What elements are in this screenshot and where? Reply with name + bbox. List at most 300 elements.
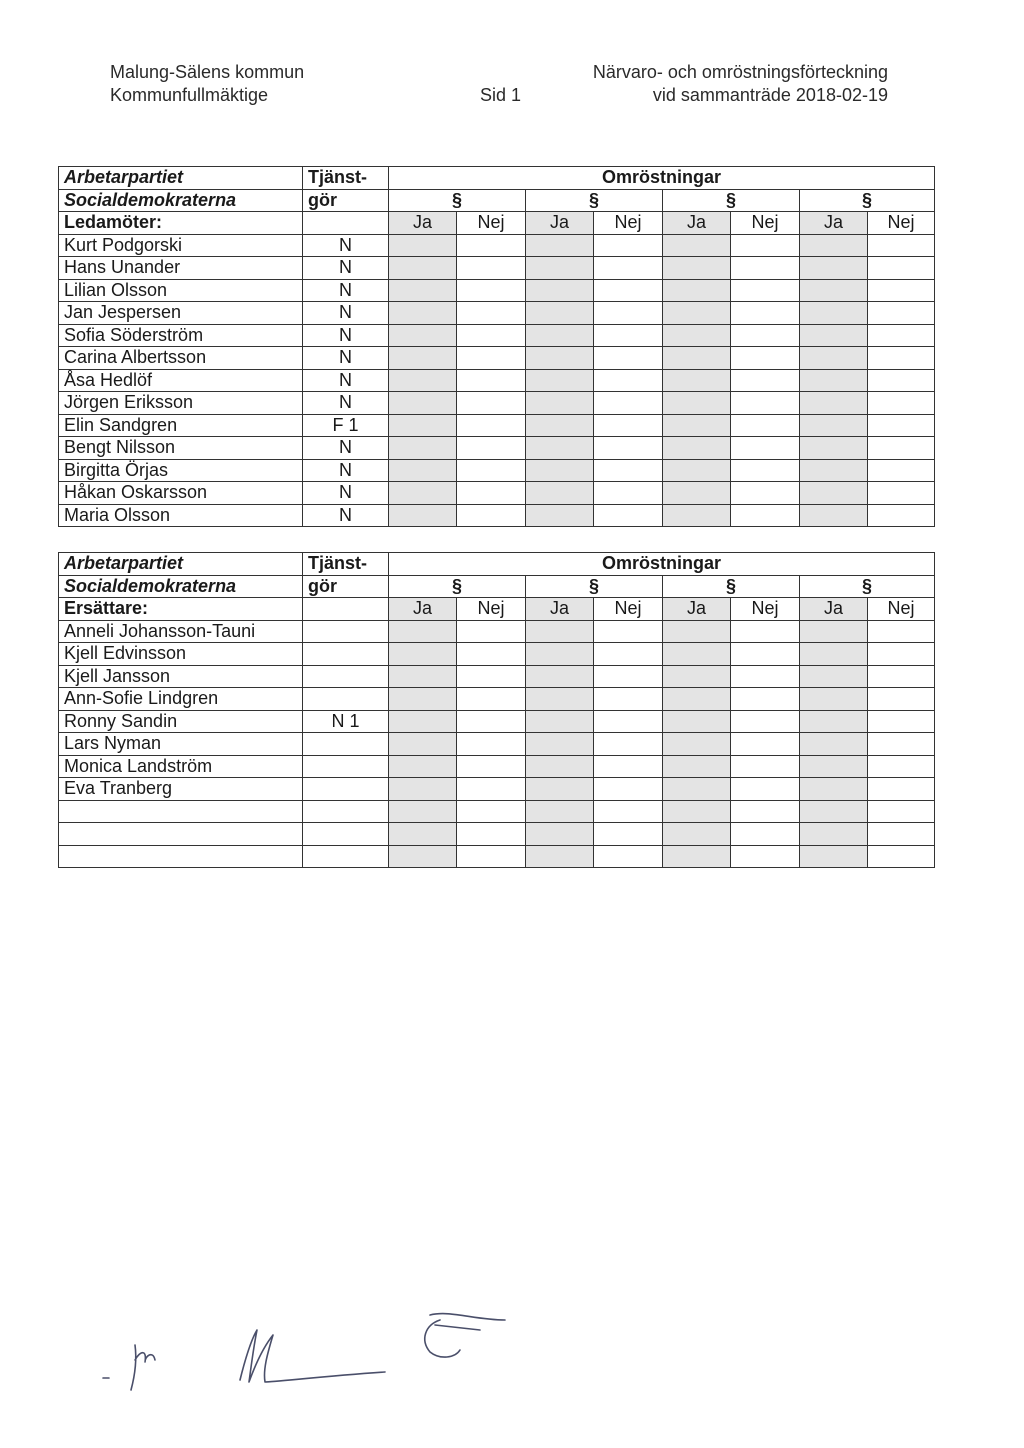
table-header-row	[59, 575, 935, 598]
nej-vote-cell	[868, 710, 935, 733]
role-label: Ersättare:	[59, 598, 303, 621]
nej-vote-cell	[868, 778, 935, 801]
member-name: Lilian Olsson	[59, 279, 303, 302]
votes-title: Omröstningar	[389, 553, 935, 576]
table-row	[59, 369, 935, 392]
ja-vote-cell	[389, 392, 457, 415]
ja-vote-cell	[389, 324, 457, 347]
ja-vote-cell	[389, 823, 457, 846]
header-left	[110, 61, 304, 107]
member-name: Jan Jespersen	[59, 302, 303, 325]
ja-vote-cell	[389, 778, 457, 801]
nej-vote-cell	[457, 459, 526, 482]
nej-vote-cell	[594, 845, 663, 868]
ja-vote-cell	[389, 800, 457, 823]
nej-vote-cell	[731, 710, 800, 733]
section-mark: §	[663, 575, 800, 598]
nej-vote-cell	[594, 800, 663, 823]
ja-header: Ja	[663, 598, 731, 621]
nej-vote-cell	[731, 347, 800, 370]
ja-vote-cell	[800, 302, 868, 325]
nej-vote-cell	[868, 347, 935, 370]
ja-vote-cell	[526, 279, 594, 302]
table-row	[59, 459, 935, 482]
nej-vote-cell	[731, 755, 800, 778]
tjanst-value	[303, 800, 389, 823]
ja-vote-cell	[389, 688, 457, 711]
nej-vote-cell	[457, 778, 526, 801]
nej-vote-cell	[868, 302, 935, 325]
nej-vote-cell	[868, 482, 935, 505]
ja-vote-cell	[800, 392, 868, 415]
table-row	[59, 733, 935, 756]
nej-vote-cell	[868, 823, 935, 846]
table-row	[59, 324, 935, 347]
page-number: Sid 1	[480, 85, 522, 105]
ja-vote-cell	[663, 459, 731, 482]
tjanst-value: N	[303, 347, 389, 370]
ja-vote-cell	[389, 643, 457, 666]
tjanst-value: N	[303, 482, 389, 505]
table-row	[59, 234, 935, 257]
ja-vote-cell	[526, 482, 594, 505]
nej-vote-cell	[731, 414, 800, 437]
ja-vote-cell	[663, 234, 731, 257]
ja-header: Ja	[389, 598, 457, 621]
member-name: Anneli Johansson-Tauni	[59, 620, 303, 643]
table-row	[59, 347, 935, 370]
ja-vote-cell	[800, 504, 868, 527]
nej-vote-cell	[594, 369, 663, 392]
nej-vote-cell	[731, 369, 800, 392]
table-row	[59, 620, 935, 643]
nej-vote-cell	[731, 482, 800, 505]
ja-vote-cell	[663, 733, 731, 756]
substitutes-vote-table	[58, 552, 935, 868]
nej-header: Nej	[457, 598, 526, 621]
ja-header: Ja	[389, 212, 457, 235]
ja-vote-cell	[800, 823, 868, 846]
ja-vote-cell	[389, 482, 457, 505]
nej-vote-cell	[731, 688, 800, 711]
ja-vote-cell	[663, 823, 731, 846]
ja-vote-cell	[663, 845, 731, 868]
ja-vote-cell	[526, 234, 594, 257]
table-row	[59, 504, 935, 527]
ja-vote-cell	[800, 688, 868, 711]
ja-vote-cell	[389, 665, 457, 688]
section-mark: §	[800, 189, 935, 212]
table-row	[59, 823, 935, 846]
nej-vote-cell	[594, 279, 663, 302]
nej-vote-cell	[457, 257, 526, 280]
tjanst-header-line2: gör	[303, 189, 389, 212]
member-name: Ann-Sofie Lindgren	[59, 688, 303, 711]
member-name: Elin Sandgren	[59, 414, 303, 437]
member-name: Jörgen Eriksson	[59, 392, 303, 415]
table-row	[59, 392, 935, 415]
tjanst-value	[303, 643, 389, 666]
ja-vote-cell	[526, 733, 594, 756]
ja-vote-cell	[800, 234, 868, 257]
ja-vote-cell	[800, 414, 868, 437]
nej-vote-cell	[594, 437, 663, 460]
tjanst-value	[303, 845, 389, 868]
nej-vote-cell	[457, 823, 526, 846]
nej-vote-cell	[868, 414, 935, 437]
ja-vote-cell	[800, 845, 868, 868]
nej-vote-cell	[457, 733, 526, 756]
nej-vote-cell	[457, 347, 526, 370]
section-mark: §	[526, 575, 663, 598]
ja-vote-cell	[663, 369, 731, 392]
ja-vote-cell	[389, 414, 457, 437]
section-mark: §	[389, 189, 526, 212]
municipality-name: Malung-Sälens kommun	[110, 62, 305, 82]
ja-vote-cell	[663, 800, 731, 823]
ja-header: Ja	[800, 598, 868, 621]
nej-vote-cell	[731, 620, 800, 643]
nej-vote-cell	[868, 643, 935, 666]
ja-header: Ja	[800, 212, 868, 235]
votes-title: Omröstningar	[389, 167, 935, 190]
nej-vote-cell	[594, 504, 663, 527]
nej-vote-cell	[457, 643, 526, 666]
council-name: Kommunfullmäktige	[110, 85, 269, 105]
nej-vote-cell	[868, 257, 935, 280]
table-row	[59, 755, 935, 778]
member-name: Håkan Oskarsson	[59, 482, 303, 505]
table-header-row	[59, 553, 935, 576]
nej-vote-cell	[594, 733, 663, 756]
nej-vote-cell	[594, 778, 663, 801]
tjanst-value: N	[303, 279, 389, 302]
nej-vote-cell	[594, 234, 663, 257]
nej-header: Nej	[457, 212, 526, 235]
table-row	[59, 665, 935, 688]
tjanst-header: Tjänst-	[303, 553, 389, 576]
ja-vote-cell	[800, 665, 868, 688]
document-title: Närvaro- och omröstningsförteckning	[592, 62, 888, 82]
nej-vote-cell	[868, 755, 935, 778]
ja-vote-cell	[526, 755, 594, 778]
ja-vote-cell	[663, 755, 731, 778]
ja-vote-cell	[526, 324, 594, 347]
ja-vote-cell	[526, 302, 594, 325]
ja-vote-cell	[389, 234, 457, 257]
ja-vote-cell	[800, 369, 868, 392]
table-row	[59, 688, 935, 711]
table-header-row	[59, 212, 935, 235]
nej-vote-cell	[457, 710, 526, 733]
nej-vote-cell	[868, 324, 935, 347]
tjanst-value: F 1	[303, 414, 389, 437]
ja-vote-cell	[800, 324, 868, 347]
nej-vote-cell	[594, 459, 663, 482]
nej-vote-cell	[594, 482, 663, 505]
ja-vote-cell	[389, 845, 457, 868]
table-header-row	[59, 189, 935, 212]
nej-vote-cell	[594, 823, 663, 846]
ja-vote-cell	[800, 643, 868, 666]
ja-vote-cell	[526, 688, 594, 711]
table-row	[59, 778, 935, 801]
ja-vote-cell	[526, 504, 594, 527]
nej-vote-cell	[457, 504, 526, 527]
ja-vote-cell	[800, 257, 868, 280]
ja-vote-cell	[389, 302, 457, 325]
nej-vote-cell	[868, 369, 935, 392]
ja-vote-cell	[389, 504, 457, 527]
nej-header: Nej	[868, 598, 935, 621]
ja-vote-cell	[526, 392, 594, 415]
ja-vote-cell	[389, 620, 457, 643]
nej-vote-cell	[868, 800, 935, 823]
ja-header: Ja	[663, 212, 731, 235]
ja-vote-cell	[526, 369, 594, 392]
nej-header: Nej	[868, 212, 935, 235]
nej-vote-cell	[868, 845, 935, 868]
members-vote-table	[58, 166, 935, 527]
nej-vote-cell	[457, 665, 526, 688]
nej-vote-cell	[868, 665, 935, 688]
ja-vote-cell	[526, 347, 594, 370]
nej-vote-cell	[457, 437, 526, 460]
nej-vote-cell	[594, 710, 663, 733]
nej-vote-cell	[457, 324, 526, 347]
member-name: Hans Unander	[59, 257, 303, 280]
nej-vote-cell	[731, 845, 800, 868]
ja-vote-cell	[663, 392, 731, 415]
ja-vote-cell	[663, 778, 731, 801]
tjanst-value	[303, 778, 389, 801]
role-label: Ledamöter:	[59, 212, 303, 235]
nej-vote-cell	[731, 234, 800, 257]
nej-vote-cell	[731, 257, 800, 280]
nej-vote-cell	[457, 279, 526, 302]
ja-vote-cell	[663, 643, 731, 666]
section-mark: §	[526, 189, 663, 212]
ja-vote-cell	[526, 800, 594, 823]
tjanst-header: Tjänst-	[303, 167, 389, 190]
nej-vote-cell	[868, 459, 935, 482]
tjanst-value: N	[303, 369, 389, 392]
member-name: Birgitta Örjas	[59, 459, 303, 482]
tjanst-value	[303, 733, 389, 756]
party-name: Arbetarpartiet	[59, 553, 303, 576]
nej-vote-cell	[457, 392, 526, 415]
table-row	[59, 643, 935, 666]
member-name	[59, 845, 303, 868]
meeting-date: vid sammanträde 2018-02-19	[652, 85, 888, 105]
tjanst-value: N	[303, 437, 389, 460]
ja-vote-cell	[526, 845, 594, 868]
ja-vote-cell	[526, 778, 594, 801]
nej-vote-cell	[731, 778, 800, 801]
nej-vote-cell	[868, 504, 935, 527]
tjanst-value: N	[303, 234, 389, 257]
table-row	[59, 710, 935, 733]
ja-vote-cell	[526, 414, 594, 437]
member-name	[59, 800, 303, 823]
ja-vote-cell	[663, 347, 731, 370]
ja-vote-cell	[663, 504, 731, 527]
table-header-row	[59, 167, 935, 190]
ja-vote-cell	[800, 710, 868, 733]
nej-vote-cell	[731, 437, 800, 460]
tjanst-value: N	[303, 504, 389, 527]
ja-vote-cell	[389, 257, 457, 280]
nej-vote-cell	[868, 733, 935, 756]
member-name: Sofia Söderström	[59, 324, 303, 347]
ja-vote-cell	[389, 437, 457, 460]
nej-header: Nej	[731, 212, 800, 235]
ja-vote-cell	[389, 279, 457, 302]
ja-vote-cell	[663, 414, 731, 437]
handwritten-signatures	[95, 1290, 525, 1400]
nej-vote-cell	[594, 643, 663, 666]
nej-vote-cell	[868, 620, 935, 643]
nej-vote-cell	[731, 324, 800, 347]
nej-vote-cell	[731, 665, 800, 688]
nej-vote-cell	[594, 755, 663, 778]
nej-vote-cell	[457, 755, 526, 778]
nej-vote-cell	[868, 688, 935, 711]
table-row	[59, 279, 935, 302]
ja-vote-cell	[663, 324, 731, 347]
table-row	[59, 437, 935, 460]
nej-header: Nej	[731, 598, 800, 621]
nej-vote-cell	[594, 302, 663, 325]
nej-vote-cell	[731, 800, 800, 823]
tjanst-value	[303, 688, 389, 711]
tjanst-value	[303, 823, 389, 846]
ja-vote-cell	[663, 482, 731, 505]
member-name: Bengt Nilsson	[59, 437, 303, 460]
nej-vote-cell	[594, 324, 663, 347]
ja-header: Ja	[526, 598, 594, 621]
nej-vote-cell	[868, 437, 935, 460]
nej-vote-cell	[731, 459, 800, 482]
nej-vote-cell	[457, 845, 526, 868]
nej-vote-cell	[868, 392, 935, 415]
ja-vote-cell	[526, 643, 594, 666]
ja-vote-cell	[526, 257, 594, 280]
nej-vote-cell	[457, 688, 526, 711]
nej-vote-cell	[594, 414, 663, 437]
section-mark: §	[663, 189, 800, 212]
ja-vote-cell	[800, 755, 868, 778]
ja-vote-cell	[526, 823, 594, 846]
ja-vote-cell	[800, 347, 868, 370]
ja-vote-cell	[663, 257, 731, 280]
table-row	[59, 482, 935, 505]
party-name: Arbetarpartiet	[59, 167, 303, 190]
ja-vote-cell	[389, 369, 457, 392]
nej-vote-cell	[457, 302, 526, 325]
ja-vote-cell	[800, 800, 868, 823]
ja-vote-cell	[389, 710, 457, 733]
member-name: Kjell Edvinsson	[59, 643, 303, 666]
nej-vote-cell	[594, 620, 663, 643]
nej-vote-cell	[457, 620, 526, 643]
ja-vote-cell	[389, 755, 457, 778]
nej-vote-cell	[868, 279, 935, 302]
nej-vote-cell	[731, 392, 800, 415]
nej-vote-cell	[594, 688, 663, 711]
header-right	[593, 61, 888, 107]
tjanst-blank	[303, 598, 389, 621]
ja-vote-cell	[800, 437, 868, 460]
member-name: Lars Nyman	[59, 733, 303, 756]
nej-header: Nej	[594, 598, 663, 621]
section-mark: §	[800, 575, 935, 598]
nej-vote-cell	[731, 643, 800, 666]
nej-vote-cell	[457, 414, 526, 437]
table-row	[59, 302, 935, 325]
nej-vote-cell	[731, 504, 800, 527]
ja-vote-cell	[663, 279, 731, 302]
nej-vote-cell	[731, 733, 800, 756]
tjanst-header-line2: gör	[303, 575, 389, 598]
table-row	[59, 800, 935, 823]
tjanst-value: N 1	[303, 710, 389, 733]
ja-vote-cell	[389, 733, 457, 756]
section-mark: §	[389, 575, 526, 598]
tjanst-blank	[303, 212, 389, 235]
ja-vote-cell	[800, 482, 868, 505]
tjanst-value	[303, 755, 389, 778]
nej-vote-cell	[594, 257, 663, 280]
nej-vote-cell	[457, 369, 526, 392]
nej-vote-cell	[731, 279, 800, 302]
ja-vote-cell	[663, 665, 731, 688]
nej-vote-cell	[457, 234, 526, 257]
member-name: Carina Albertsson	[59, 347, 303, 370]
tjanst-value: N	[303, 459, 389, 482]
tjanst-value	[303, 665, 389, 688]
nej-vote-cell	[457, 482, 526, 505]
ja-vote-cell	[663, 710, 731, 733]
member-name: Monica Landström	[59, 755, 303, 778]
ja-vote-cell	[800, 459, 868, 482]
tjanst-value: N	[303, 257, 389, 280]
party-name-line2: Socialdemokraterna	[59, 575, 303, 598]
nej-header: Nej	[594, 212, 663, 235]
ja-vote-cell	[526, 437, 594, 460]
ja-vote-cell	[526, 620, 594, 643]
table-header-row	[59, 598, 935, 621]
ja-vote-cell	[800, 733, 868, 756]
ja-vote-cell	[526, 459, 594, 482]
tjanst-value: N	[303, 302, 389, 325]
table-row	[59, 257, 935, 280]
tjanst-value: N	[303, 392, 389, 415]
member-name: Eva Tranberg	[59, 778, 303, 801]
table-row	[59, 845, 935, 868]
nej-vote-cell	[731, 302, 800, 325]
ja-vote-cell	[526, 665, 594, 688]
nej-vote-cell	[594, 392, 663, 415]
member-name: Kjell Jansson	[59, 665, 303, 688]
ja-vote-cell	[800, 620, 868, 643]
table-row	[59, 414, 935, 437]
ja-vote-cell	[663, 620, 731, 643]
member-name: Maria Olsson	[59, 504, 303, 527]
member-name: Ronny Sandin	[59, 710, 303, 733]
ja-vote-cell	[526, 710, 594, 733]
nej-vote-cell	[594, 347, 663, 370]
